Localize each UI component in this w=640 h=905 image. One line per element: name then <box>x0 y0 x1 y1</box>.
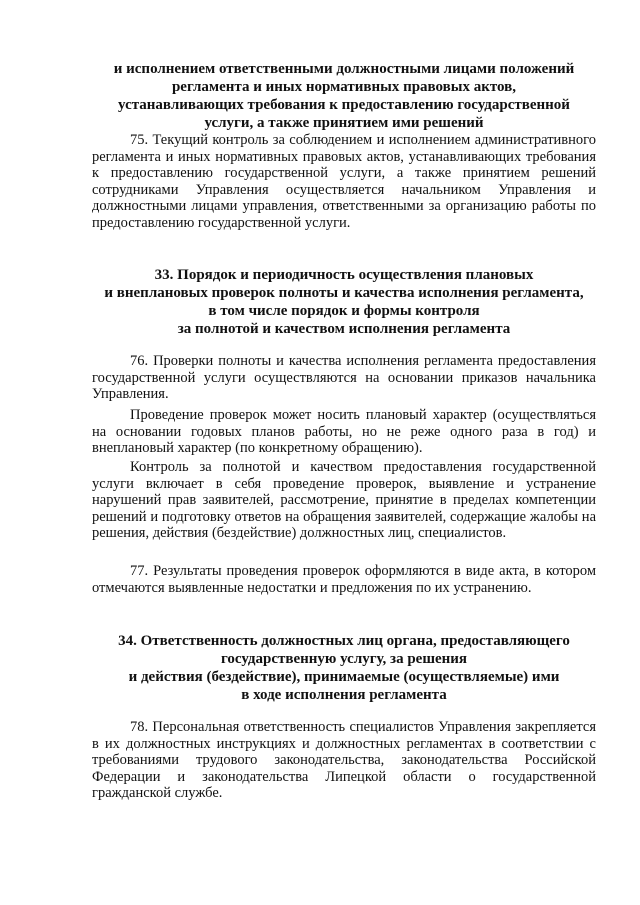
heading-line: услуги, а также принятием ими решений <box>204 115 484 131</box>
section-34-heading <box>92 632 596 704</box>
paragraph-78: 78. Персональная ответственность специалистов Управления закрепляется в их должностных инструкциях и должностных регламентах в соответствии с требованиями трудового законодательства, законодательства Российской Федерации и законодательства Липецкой области о государственной гражданской службе. <box>92 719 596 801</box>
paragraph-77: 77. Результаты проведения проверок оформляются в виде акта, в котором отмечаются выявленные недостатки и предложения по их устранению. <box>92 563 596 596</box>
heading-line: за полнотой и качеством исполнения регламента <box>177 321 511 337</box>
heading-line: устанавливающих требования к предоставлению государственной <box>118 97 570 113</box>
heading-line: 33. Порядок и периодичность осуществления плановых <box>154 267 534 283</box>
paragraph-76-control: Контроль за полнотой и качеством предоставления государственной услуги включает в себя проведение проверок, выявление и устранение нарушений прав заявителей, рассмотрение, принятие в пределах компетенции решений и подготовку ответов на обращения заявителей, содержащие жалобы на решения, действия (бездействие) должностных лиц, специалистов. <box>92 459 596 541</box>
section-33-heading <box>92 266 596 338</box>
paragraph-76: 76. Проверки полноты и качества исполнения регламента предоставления государственной услуги осуществляются на основании приказов начальника Управления. <box>92 353 596 402</box>
paragraph-76-planned: Проведение проверок может носить плановый характер (осуществляться на основании годовых планов работы, но не реже одного раза в год) и внеплановый характер (по конкретному обращению). <box>92 407 596 456</box>
paragraph-75: 75. Текущий контроль за соблюдением и исполнением административного регламента и иных нормативных правовых актов, устанавливающих требования к предоставлению государственной услуги, а также принятием решений сотрудниками Управления осуществляется начальником Управления и должностными лицами управления, ответственными за организацию работы по предоставлению государственной услуги. <box>92 132 596 231</box>
heading-line: и действия (бездействие), принимаемые (осуществляемые) ими <box>128 669 560 685</box>
heading-line: регламента и иных нормативных правовых актов, <box>171 79 517 95</box>
heading-line: государственную услугу, за решения <box>220 651 468 667</box>
heading-line: в том числе порядок и формы контроля <box>208 303 480 319</box>
heading-line: в ходе исполнения регламента <box>241 687 447 703</box>
heading-line: 34. Ответственность должностных лиц органа, предоставляющего <box>118 633 570 649</box>
heading-line: и исполнением ответственными должностными лицами положений <box>113 61 575 77</box>
heading-control-continuation <box>92 60 596 132</box>
heading-line: и внеплановых проверок полноты и качества исполнения регламента, <box>104 285 584 301</box>
